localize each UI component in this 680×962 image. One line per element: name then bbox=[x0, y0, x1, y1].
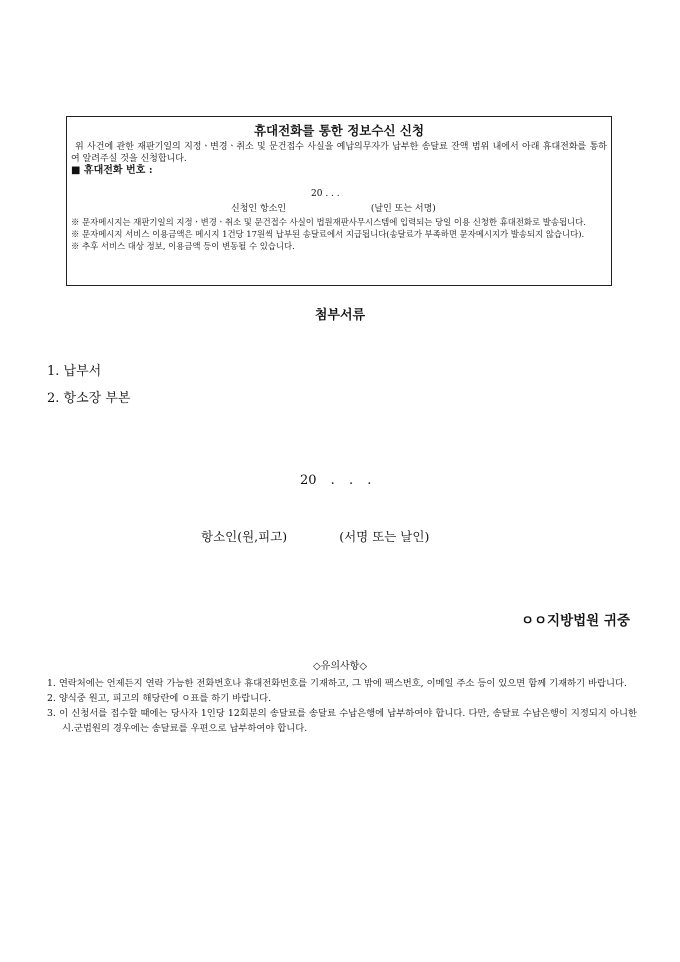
form-date: 20 . . . bbox=[311, 189, 340, 199]
party-label: 항소인(원,피고) bbox=[201, 529, 288, 544]
court-addressee: ㅇㅇ지방법원 귀중 bbox=[520, 613, 630, 629]
attachments-title: 첨부서류 bbox=[314, 308, 366, 323]
applicant-signature: (날인 또는 서명) bbox=[370, 204, 436, 214]
phone-notification-form bbox=[66, 116, 612, 286]
signature-date: 20 . . . bbox=[300, 473, 372, 488]
form-title: 휴대전화를 통한 정보수신 신청 bbox=[253, 123, 425, 138]
form-body-text: 위 사건에 관한 재판기일의 지정ㆍ변경ㆍ취소 및 문건접수 사실을 예납의무자가 납부한 송달료 잔액 범위 내에서 아래 휴대전화를 통하여 알려주실 것을 신청합니다. bbox=[71, 142, 607, 164]
caution-item: 2. 양식중 원고, 피고의 해당란에 ㅇ표를 하기 바랍니다. bbox=[47, 693, 272, 704]
signature-line bbox=[201, 527, 429, 545]
cautions-list bbox=[47, 676, 637, 736]
seal-label: (서명 또는 날인) bbox=[339, 529, 430, 544]
applicant-label: 신청인 항소인 bbox=[231, 204, 287, 214]
cautions-title: ◇유의사항◇ bbox=[312, 661, 368, 672]
caution-item: 3. 이 신청서를 접수할 때에는 당사자 1인당 12회분의 송달료를 송달료 수납은행에 납부하여야 합니다. 다만, 송달료 수납은행이 지정되지 아니한 시.군법원의 경우에는 송달료를 우편으로 납부하여야 합니다. bbox=[47, 708, 637, 734]
form-note: ※ 문자메시지 서비스 이용금액은 메시지 1건당 17원씩 납부된 송달료에서 지급됩니다(송달료가 부족하면 문자메시지가 발송되지 않습니다). bbox=[71, 229, 585, 239]
attachment-item: 2. 항소장 부본 bbox=[47, 391, 131, 406]
phone-number-field[interactable]: ■ 휴대전화 번호 : bbox=[71, 165, 153, 176]
attachment-item: 1. 납부서 bbox=[47, 364, 102, 379]
applicant-line bbox=[231, 203, 436, 215]
form-notes bbox=[71, 216, 609, 252]
form-note: ※ 추후 서비스 대상 정보, 이용금액 등이 변동될 수 있습니다. bbox=[71, 241, 295, 251]
caution-item: 1. 연락처에는 언제든지 연락 가능한 전화번호나 휴대전화번호를 기재하고, 그 밖에 팩스번호, 이메일 주소 등이 있으면 함께 기재하기 바랍니다. bbox=[47, 678, 627, 689]
form-note: ※ 문자메시지는 재판기일의 지정ㆍ변경ㆍ취소 및 문건접수 사실이 법원재판사무시스템에 입력되는 당일 이용 신청한 휴대전화로 발송됩니다. bbox=[71, 217, 586, 227]
